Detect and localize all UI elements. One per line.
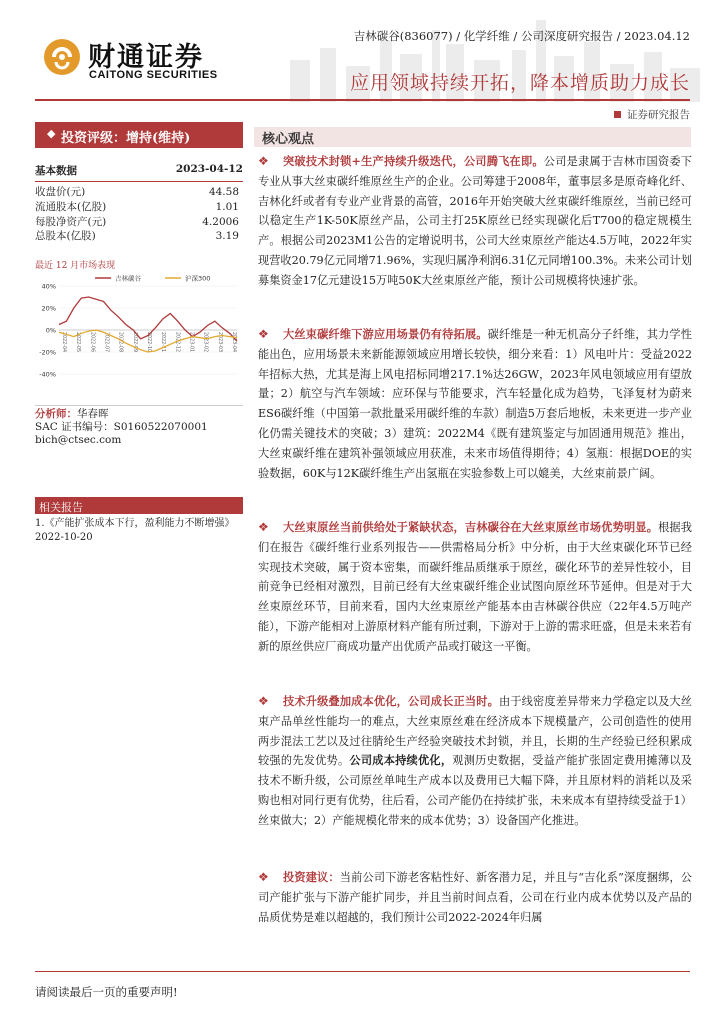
x-tick-label: 2022-12 — [174, 332, 180, 353]
x-tick-label: 2022-05 — [75, 332, 81, 353]
analyst-label: 分析师 — [35, 408, 67, 420]
brand-name-en: CAITONG SECURITIES — [89, 69, 218, 81]
sac-line — [35, 421, 243, 434]
paragraph-body — [258, 152, 692, 291]
sac-label: SAC 证书编号： — [35, 421, 114, 433]
basic-data-table — [35, 163, 243, 244]
diamond-bullet-icon: ❖ — [258, 327, 269, 341]
x-tick-label: 2022-09 — [131, 332, 137, 353]
report-title: 应用领域持续开拓，降本增质助力成长 — [349, 72, 690, 94]
rating-label: 投资评级：增持(维持) — [61, 131, 191, 146]
diamond-bullet-icon: ❖ — [258, 870, 269, 884]
square-bullet-icon — [614, 111, 621, 118]
legend-label: 沪深300 — [185, 274, 211, 283]
paragraph-1 — [258, 152, 692, 291]
y-tick-label: -40% — [39, 370, 56, 379]
paragraph-text: 碳纤维是一种无机高分子纤维，其力学性能出色，应用场景未来新能源领域应用增长较快，细分来看：1）风电叶片：受益2022年招标大热，尤其是海上风电招标同增217.1%达26GW，2023年风电领域应用有望放量；2）航空与汽车领域：应环保与节能要求，汽车轻量化成为趋势，飞泽复材为蔚来ES6碳纤维（中国第一款批量采用碳纤维的车款）制造5万套后地板，未来更进一步产业化仍需关键技术的突破；3）建筑：2022M4《既有建筑鉴定与加固通用规范》推出，大丝束碳纤维在建筑补强领域应用获准，未来市场值得期待；4）氢瓶：根据DOE的实验数据，60K与12K碳纤维生产出氢瓶在实验参数上可以媲美，大丝束前景广阔。 — [258, 328, 692, 480]
paragraph-lead: 大丝束原丝当前供给处于紧缺状态，吉林碳谷在大丝束原丝市场优势明显。 — [283, 520, 659, 534]
paragraph-lead: 突破技术封锁+生产持续升级迭代，公司腾飞在即。 — [283, 154, 544, 168]
report-type — [614, 107, 690, 122]
row-value: 3.19 — [215, 230, 239, 243]
header-divider — [35, 99, 690, 101]
paragraph-4 — [258, 692, 692, 831]
y-tick-label: 40% — [41, 282, 56, 291]
report-type-label: 证券研究报告 — [627, 109, 690, 121]
analyst-info — [35, 405, 243, 447]
row-value: 1.01 — [215, 200, 239, 213]
x-tick-label: 2022-11 — [160, 332, 166, 353]
paragraph-body — [258, 325, 692, 483]
paragraph-text: 根据我们在报告《碳纤维行业系列报告——供需格局分析》中分析，由于大丝束碳化环节已经实现技术突破，属于资本密集，而碳纤维品质继承于原丝，碳化环节的差异性较小，目前竞争已经相对激烈，目前已经有大丝束碳纤维企业试图向原丝环节延伸。但是对于大丝束原丝环节，目前来看，国内大丝束原丝产能基本由吉林碳谷供应（22年4.5万吨产能），下游产能相对上游原材料产能有所过剩，下游对于上游的需求旺盛，但是未来若有新的原丝供应厂商成功量产出优质产品或打破这一平衡。 — [258, 521, 692, 653]
paragraph-bold: 公司成本持续优化， — [349, 753, 453, 768]
x-tick-label: 2022-08 — [117, 332, 123, 353]
analyst-name: 华春晖 — [77, 408, 109, 420]
y-tick-label: -20% — [39, 348, 56, 357]
related-report-link[interactable]: 1.《产能扩张成本下行，盈利能力不断增强》 2022-10-20 — [35, 518, 235, 543]
brand-name-cn: 财通证券 — [88, 42, 204, 73]
x-tick-label: 2023-01 — [188, 332, 194, 353]
chart-title: 最近 12 月市场表现 — [35, 261, 116, 271]
x-tick-label: 2022-06 — [89, 332, 95, 353]
x-tick-label: 2023-04 — [231, 332, 236, 353]
paragraph-body — [258, 692, 692, 831]
analyst-line — [35, 408, 243, 421]
diamond-bullet-icon: ❖ — [258, 520, 269, 534]
paragraph-body — [258, 518, 692, 657]
footer-disclaimer: 请阅读最后一页的重要声明! — [35, 985, 178, 999]
y-tick-label: 20% — [41, 304, 56, 313]
paragraph-5 — [258, 868, 692, 927]
table-row — [35, 229, 243, 244]
x-tick-label: 2022-07 — [103, 332, 109, 353]
basic-data-header — [35, 163, 243, 182]
x-tick-label: 2022-10 — [146, 332, 151, 353]
header-meta: 吉林碳谷(836077) / 化学纤维 / 公司深度研究报告 / 2023.04.12 — [353, 29, 690, 43]
x-tick-label: 2023-02 — [202, 332, 208, 353]
brand-logo — [42, 33, 222, 85]
paragraph-lead: 投资建议： — [283, 870, 340, 884]
row-value: 4.2006 — [202, 215, 239, 228]
core-view-header: 核心观点 — [254, 127, 691, 147]
table-row — [35, 185, 243, 200]
paragraph-text: 由于线密度差异带来力学稳定以及大丝束产品单丝性能均一的难点，大丝束原丝难在经济成本下规模量产，公司创造性的使用两步混法工艺以及过往腈纶生产经验突破技术封锁，并且，长期的生产经验已经积累成较强的先发优势。 — [258, 695, 692, 768]
diamond-bullet-icon: ❖ — [258, 154, 269, 168]
row-value: 44.58 — [208, 186, 239, 198]
paragraph-2 — [258, 325, 692, 483]
paragraph-text-2: 观测历史数据，受益产能扩张固定费用摊薄以及技术不断升级，公司原丝单吨生产成本以及费用已大幅下降，并且原材料的消耗以及采购也相对同行更有优势，往后看，公司产能仍在持续扩张，未来成本有望持续受益于1）丝束做大；2）产能规模化带来的成本优势；3）设备国产化推进。 — [258, 754, 692, 827]
paragraph-text: 当前公司下游老客粘性好、新客潜力足，并且与“吉化系”深度捆绑，公司产能扩张与下游产能扩同步，并且当前时间点看，公司在行业内成本优势以及产品的品质优势是难以超越的，我们预计公司2022-2024年归属 — [258, 871, 692, 924]
y-tick-label: 0% — [45, 326, 56, 335]
paragraph-text: 公司是隶属于吉林市国资委下专业从事大丝束碳纤维原丝生产的企业。公司筹建于2008年，董事层多是原奇峰化纤、吉林化纤或者有专业产业背景的高管，2016年开始突破大丝束碳纤维原丝，当前已经可以稳定生产1K-50K原丝产品，公司主打25K原丝已经实现碳化后T700的稳定规模生产。根据公司2023M1公告的定增说明书，公司大丝束原丝产能达4.5万吨，2022年实现营收20.79亿元同增71.96%，实现归属净利润6.31亿元同增100.3%。未来公司计划募集资金17亿元建设15万吨50K大丝束原丝产能，预计公司规模将快速扩张。 — [258, 155, 692, 287]
rating-box — [35, 122, 243, 148]
basic-data-title: 基本数据 — [35, 165, 77, 177]
x-tick-label: 2023-03 — [216, 332, 222, 353]
legend-label: 吉林碳谷 — [115, 274, 141, 283]
diamond-bullet-icon: ❖ — [258, 694, 269, 708]
row-label: 流通股本(亿股) — [35, 200, 107, 213]
table-row — [35, 200, 243, 215]
x-tick-label: 2022-04 — [61, 332, 66, 353]
footer-divider — [35, 971, 690, 972]
paragraph-3 — [258, 518, 692, 657]
row-label: 每股净资产(元) — [35, 215, 107, 228]
basic-data-date: 2023-04-12 — [175, 163, 243, 175]
analyst-email[interactable]: bich@ctsec.com — [35, 434, 122, 446]
paragraph-lead: 大丝束碳纤维下游应用场景仍有待拓展。 — [283, 327, 488, 341]
paragraph-body — [258, 868, 692, 927]
related-reports-header: 相关报告 — [35, 497, 243, 514]
performance-chart — [35, 270, 243, 400]
paragraph-lead: 技术升级叠加成本优化，公司成长正当时。 — [283, 694, 499, 708]
logo-mark-icon — [42, 37, 82, 77]
analyst-colon: ： — [66, 408, 77, 420]
sac-number: S0160522070001 — [113, 421, 208, 433]
row-label: 收盘价(元) — [35, 186, 86, 198]
diamond-bullet-icon: ◆ — [47, 127, 56, 140]
table-row — [35, 215, 243, 230]
row-label: 总股本(亿股) — [35, 230, 96, 243]
